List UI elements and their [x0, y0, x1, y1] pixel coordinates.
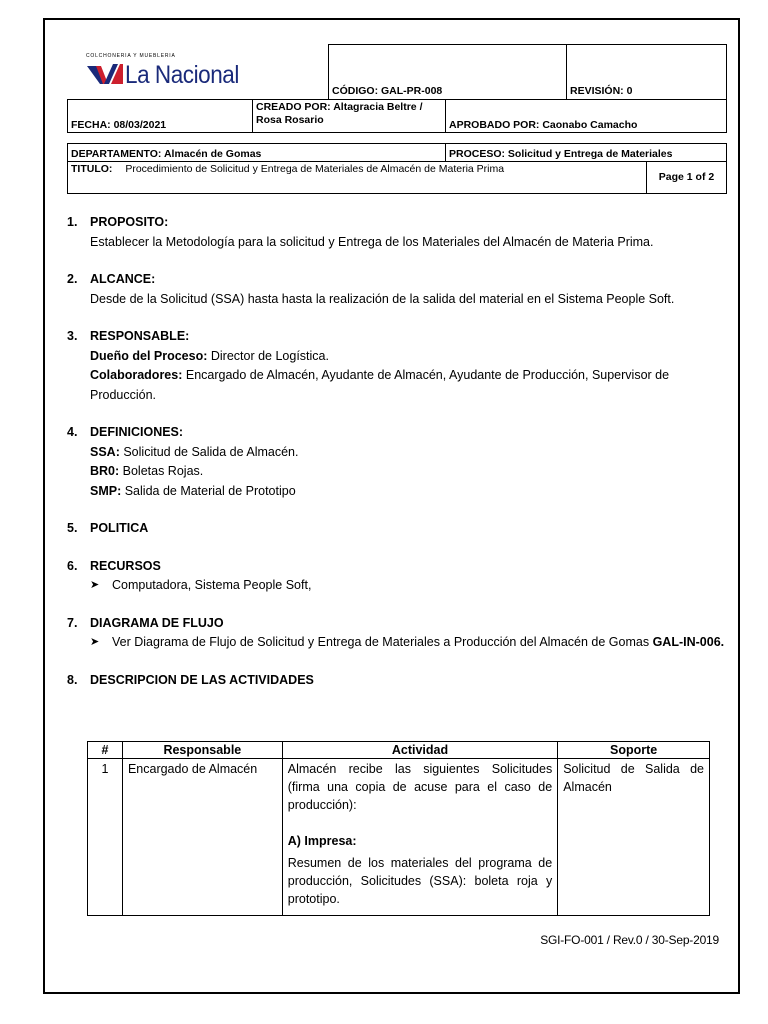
list-item: ➤ Ver Diagrama de Flujo de Solicitud y Entrega de Materiales a Producción del Almacén de Gomas GAL-IN-006.	[90, 633, 727, 653]
logo-tagline: COLCHONERIA Y MUEBLERIA	[86, 53, 176, 59]
titulo-cell	[67, 161, 647, 194]
section-responsable	[67, 327, 727, 405]
section-title: DEFINICIONES:	[90, 425, 184, 439]
row-number: 1	[88, 759, 123, 916]
section-definiciones	[67, 423, 727, 501]
row-responsable: Encargado de Almacén	[122, 759, 282, 916]
section-recursos	[67, 557, 727, 596]
section-number: 2.	[67, 272, 78, 286]
section-number: 1.	[67, 215, 78, 229]
arrow-bullet-icon: ➤	[90, 636, 100, 648]
actividad-intro: Almacén recibe las siguientes Solicitudes (firma una copia de acuse para el caso de producción):	[287, 762, 553, 812]
logo-text: La Nacional	[125, 60, 239, 89]
section-title: RECURSOS	[90, 558, 161, 573]
aprobado-por-cell: APROBADO POR: Caonabo Camacho	[445, 99, 727, 133]
column-header: Responsable	[122, 742, 282, 759]
section-title: DESCRIPCION DE LAS ACTIVIDADES	[90, 672, 314, 687]
column-header: Actividad	[282, 742, 557, 759]
fecha-cell: FECHA: 08/03/2021	[67, 99, 253, 133]
titulo-text: Procedimiento de Solicitud y Entrega de Materiales de Almacén de Materia Prima	[125, 163, 505, 175]
departamento-cell: DEPARTAMENTO: Almacén de Gomas	[67, 143, 446, 162]
codigo-cell: CÓDIGO: GAL-PR-008	[328, 44, 567, 100]
definition-br0: BR0: Boletas Rojas.	[90, 464, 204, 478]
section-title: DIAGRAMA DE FLUJO	[90, 615, 224, 630]
section-number: 6.	[67, 558, 78, 573]
section-actividades	[67, 671, 727, 691]
row-actividad	[282, 759, 557, 916]
list-item: ➤ Computadora, Sistema People Soft,	[90, 576, 727, 596]
section-number: 8.	[67, 672, 78, 687]
section-title: POLITICA	[90, 521, 149, 535]
section-number: 4.	[67, 425, 78, 439]
section-title: ALCANCE:	[90, 272, 156, 286]
table-row	[88, 759, 710, 916]
titulo-label: TITULO:	[71, 163, 113, 175]
row-soporte: Solicitud de Salida de Almacén	[558, 759, 710, 916]
section-title: PROPOSITO:	[90, 215, 169, 229]
creado-por-cell: CREADO POR: Altagracia Beltre / Rosa Rosario	[252, 99, 446, 133]
section-alcance	[67, 270, 727, 309]
section-politica	[67, 519, 727, 539]
table-header-row	[88, 742, 710, 759]
process-owner: Dueño del Proceso: Director de Logística.	[90, 348, 329, 363]
section-number: 3.	[67, 329, 78, 343]
proceso-cell: PROCESO: Solicitud y Entrega de Materiales	[445, 143, 727, 162]
collaborators: Colaboradores: Encargado de Almacén, Ayudante de Almacén, Ayudante de Producción, Supervisor de Producción.	[90, 368, 670, 402]
section-number: 5.	[67, 521, 78, 535]
activities-table	[87, 741, 710, 916]
definition-smp: SMP: Salida de Material de Prototipo	[90, 483, 296, 498]
actividad-subtitle: A) Impresa:	[287, 834, 357, 848]
arrow-bullet-icon: ➤	[90, 579, 100, 591]
section-proposito	[67, 213, 727, 252]
column-header: #	[88, 742, 123, 759]
logo-mark-icon	[87, 62, 123, 88]
revision-cell: REVISIÓN: 0	[566, 44, 727, 100]
document-footer: SGI-FO-001 / Rev.0 / 30-Sep-2019	[540, 933, 719, 947]
section-number: 7.	[67, 615, 78, 630]
document-body	[67, 213, 727, 708]
actividad-detail: Resumen de los materiales del programa de producción, Solicitudes (SSA): boleta roja y prototipo.	[287, 856, 553, 906]
section-text: Establecer la Metodología para la solicitud y Entrega de los Materiales del Almacén de Materia Prima.	[90, 234, 654, 249]
section-title: RESPONSABLE:	[90, 329, 190, 343]
section-diagrama	[67, 614, 727, 653]
column-header: Soporte	[558, 742, 710, 759]
section-text: Desde de la Solicitud (SSA) hasta hasta la realización de la salida del material en el Sistema People Soft.	[90, 291, 675, 306]
definition-ssa: SSA: Solicitud de Salida de Almacén.	[90, 444, 299, 459]
company-logo	[87, 60, 252, 90]
page-number-cell: Page 1 of 2	[646, 161, 727, 194]
